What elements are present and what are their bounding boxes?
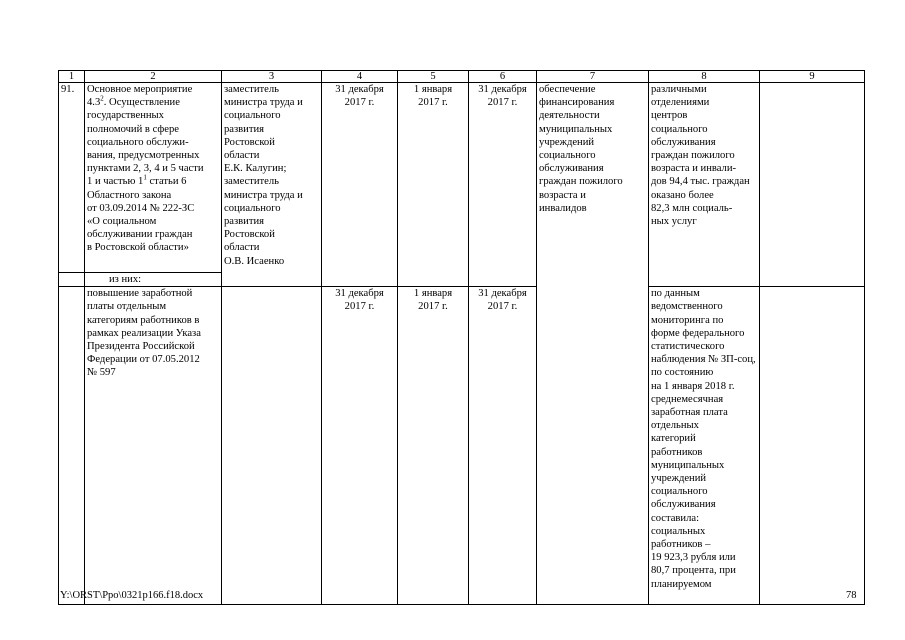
column-number: 6 bbox=[469, 71, 537, 83]
column-number: 5 bbox=[398, 71, 469, 83]
plan-end-date: 31 декабря 2017 г. bbox=[322, 83, 398, 287]
expected-result: обеспечение финансирования деятельности муниципальных учреждений социального обслуживания граждан пожилого возраста и инвалидов bbox=[537, 83, 649, 605]
table-row bbox=[59, 83, 865, 273]
empty-cell bbox=[59, 287, 85, 605]
column-number: 4 bbox=[322, 71, 398, 83]
empty-cell bbox=[760, 83, 865, 287]
empty-cell bbox=[760, 287, 865, 605]
report-table bbox=[58, 70, 865, 605]
row-number: 91. bbox=[59, 83, 85, 273]
actual-result: по данным ведомственного мониторинга по форме федерального статистического наблюдения № ЗП-соц, по состоянию на 1 января 2018 г. среднемесячная заработная плата отдельных категорий работников муниципальных учреждений социального обслуживания составила: социальных работников – 19 923,3 рубля или 80,7 процента, при планируемом bbox=[649, 287, 760, 605]
actual-end-date: 31 декабря 2017 г. bbox=[469, 83, 537, 287]
column-number: 7 bbox=[537, 71, 649, 83]
column-number: 8 bbox=[649, 71, 760, 83]
column-number: 1 bbox=[59, 71, 85, 83]
actual-start-date: 1 января 2017 г. bbox=[398, 287, 469, 605]
actual-result: различными отделениями центров социального обслуживания граждан пожилого возраста и инвали- дов 94,4 тыс. граждан оказано более 82,3 млн социаль- ных услуг bbox=[649, 83, 760, 287]
table-header-row bbox=[59, 71, 865, 83]
subitem-label: из них: bbox=[85, 273, 222, 287]
table-row bbox=[59, 287, 865, 605]
page-number: 78 bbox=[846, 590, 857, 601]
column-number: 9 bbox=[760, 71, 865, 83]
actual-start-date: 1 января 2017 г. bbox=[398, 83, 469, 287]
empty-cell bbox=[59, 273, 85, 287]
responsible-person: заместитель министра труда и социального развития Ростовской области Е.К. Калугин; заместитель министра труда и социального развития Ростовской области О.В. Исаенко bbox=[222, 83, 322, 287]
event-description: Основное мероприятие $4.3^2$. Осуществление государственных полномочий в сфере социального обслужи- вания, предусмотренных пунктами 2, 3, 4 и 5 части 1 и частью $1^1$ статьи 6 Областного закона от 03.09.2014 № 222-ЗС «О социальном обслуживании граждан в Ростовской области» bbox=[85, 83, 222, 273]
column-number: 2 bbox=[85, 71, 222, 83]
actual-end-date: 31 декабря 2017 г. bbox=[469, 287, 537, 605]
plan-end-date: 31 декабря 2017 г. bbox=[322, 287, 398, 605]
column-number: 3 bbox=[222, 71, 322, 83]
event-description: повышение заработной платы отдельным категориям работников в рамках реализации Указа Президента Российской Федерации от 07.05.2012 № 597 bbox=[85, 287, 222, 605]
footer-file-path: Y:\ORST\Ppo\0321p166.f18.docx bbox=[60, 590, 204, 601]
empty-cell bbox=[222, 287, 322, 605]
